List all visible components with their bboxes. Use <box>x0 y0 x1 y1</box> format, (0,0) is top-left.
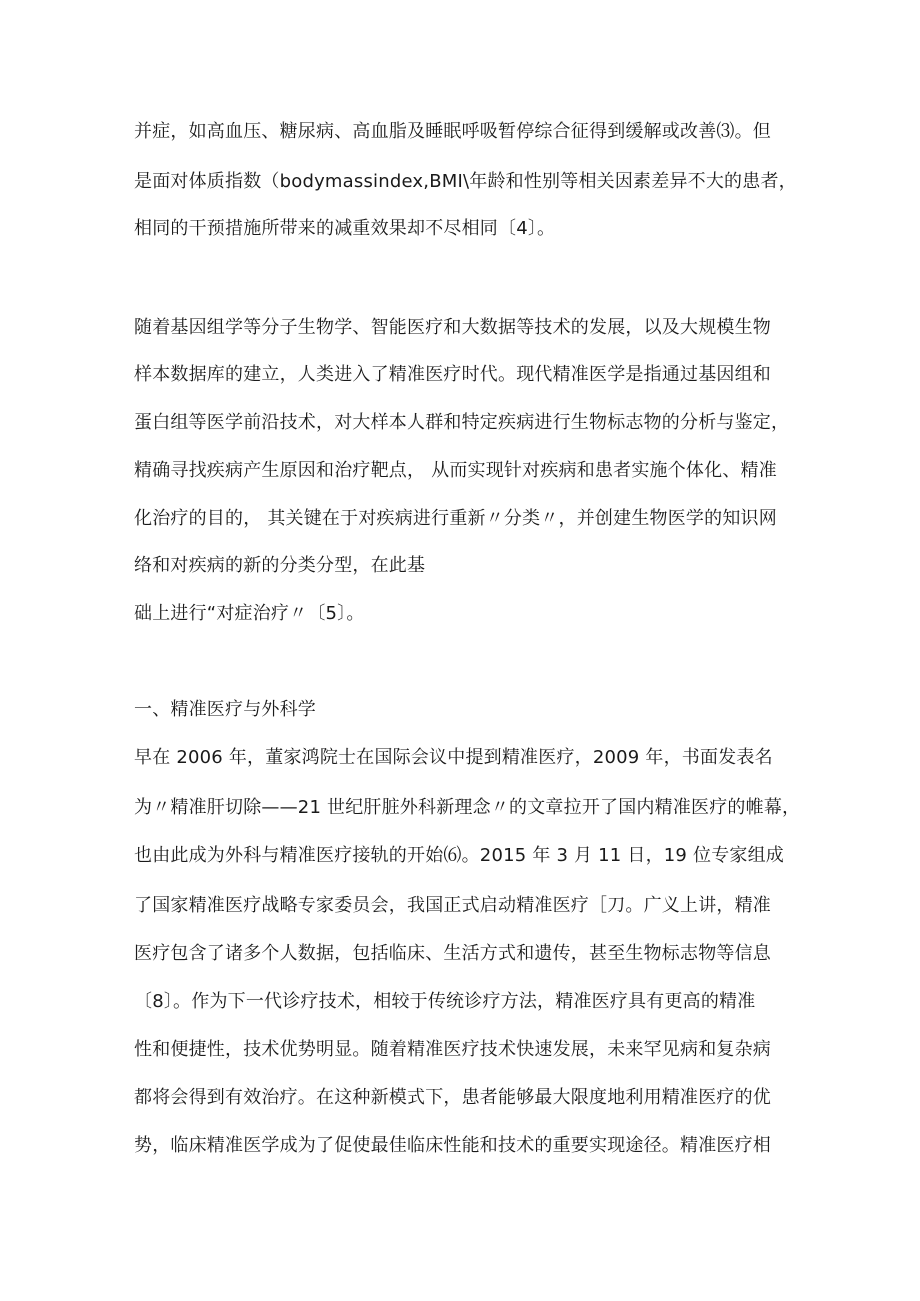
paragraph-1-line-1: 并症，如高血压、糖尿病、高血脂及睡眠呼吸暂停综合征得到缓解或改善⑶。但 <box>134 121 771 142</box>
paragraph-2-line-3: 蛋白组等医学前沿技术，对大样本人群和特定疾病进行生物标志物的分析与鉴定， <box>134 412 790 433</box>
paragraph-2-line-6: 络和对疾病的新的分类分型，在此基 <box>134 555 426 576</box>
paragraph-3-line-2: 为〃精准肝切除——21 世纪肝脏外科新理念〃的文章拉开了国内精准医疗的帷幕， <box>134 797 801 818</box>
paragraph-1-line-2: 是面对体质指数（bodymassindex,BMI\年龄和性别等相关因素差异不大的患者， <box>134 171 797 192</box>
paragraph-3-line-9: 势，临床精准医学成为了促使最佳临床性能和技术的重要实现途径。精准医疗相 <box>134 1135 771 1156</box>
paragraph-3-line-5: 医疗包含了诸多个人数据，包括临床、生活方式和遗传，甚至生物标志物等信息 <box>134 943 771 964</box>
section-heading: 一、精准医疗与外科学 <box>134 699 316 720</box>
paragraph-3-line-3: 也由此成为外科与精准医疗接轨的开始⑹。2015 年 3 月 11 日，19 位专家组成 <box>134 845 784 866</box>
paragraph-2-line-5: 化治疗的目的， 其关键在于对疾病进行重新〃分类〃，并创建生物医学的知识网 <box>134 508 777 529</box>
paragraph-1-line-3: 相同的干预措施所带来的减重效果却不尽相同〔4〕。 <box>134 218 556 239</box>
paragraph-3-line-4: 了国家精准医疗战略专家委员会，我国正式启动精准医疗［刀。广义上讲，精准 <box>134 895 771 916</box>
paragraph-3-line-6: 〔8〕。作为下一代诊疗技术，相较于传统诊疗方法，精准医疗具有更高的精准 <box>134 991 756 1012</box>
paragraph-3-line-1: 早在 2006 年，董家鸿院士在国际会议中提到精准医疗，2009 年，书面发表名 <box>134 747 773 768</box>
paragraph-2-line-7: 础上进行“对症治疗〃〔5〕。 <box>134 603 365 624</box>
paragraph-3-line-7: 性和便捷性，技术优势明显。随着精准医疗技术快速发展，未来罕见病和复杂病 <box>134 1039 771 1060</box>
paragraph-3-line-8: 都将会得到有效治疗。在这种新模式下，患者能够最大限度地利用精准医疗的优 <box>134 1087 771 1108</box>
paragraph-2-line-1: 随着基因组学等分子生物学、智能医疗和大数据等技术的发展，以及大规模生物 <box>134 317 771 338</box>
paragraph-2-line-4: 精确寻找疾病产生原因和治疗靶点， 从而实现针对疾病和患者实施个体化、精准 <box>134 460 777 481</box>
paragraph-2-line-2: 样本数据库的建立，人类进入了精准医疗时代。现代精准医学是指通过基因组和 <box>134 364 771 385</box>
